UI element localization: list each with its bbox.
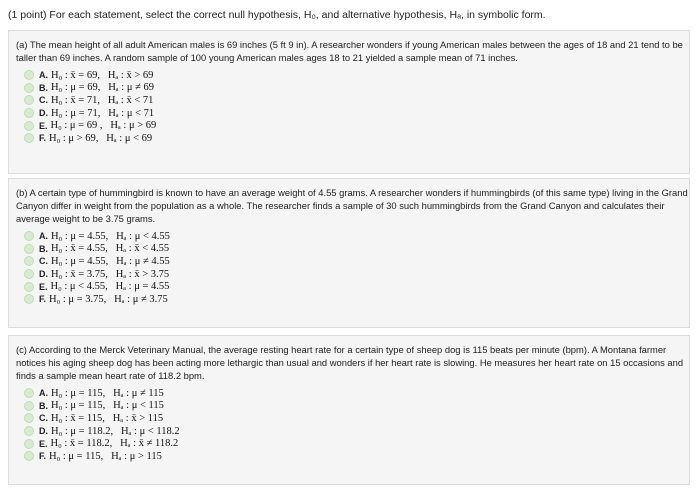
option-a-A[interactable]: A. H₀ : x̄ = 69, Hₐ : x̄ > 69 <box>24 69 689 82</box>
option-a-F[interactable]: F. H₀ : μ > 69, Hₐ : μ < 69 <box>24 132 689 145</box>
option-a-C[interactable]: C. H₀ : x̄ = 71, Hₐ : x̄ < 71 <box>24 94 689 107</box>
radio-button[interactable] <box>24 231 34 241</box>
radio-button[interactable] <box>24 83 34 93</box>
option-c-A[interactable]: A. H₀ : μ = 115, Hₐ : μ ≠ 115 <box>24 387 689 400</box>
option-b-D[interactable]: D. H₀ : x̄ = 3.75, Hₐ : x̄ > 3.75 <box>24 268 689 281</box>
problem-intro: (1 point) For each statement, select the correct null hypothesis, H₀, and alternative hypothesis, Hₐ, in symbolic form. <box>8 9 546 21</box>
radio-button[interactable] <box>24 401 34 411</box>
question-prompt-c: (c) According to the Merck Veterinary Manual, the average resting heart rate for a certain type of sheep dog is 115 beats per minute (bpm). A Montana farmer notices his aging sheep dog has been acting more lethargic than usual and wonders if her heart rate is slowing. He measures her heart rate on 15 occasions and finds a sample mean heart rate of 118.2 bpm. <box>16 344 684 381</box>
option-a-B[interactable]: B. H₀ : μ = 69, Hₐ : μ ≠ 69 <box>24 82 689 95</box>
question-prompt-a: (a) The mean height of all adult American males is 69 inches (5 ft 9 in). A researcher wonders if young American males between the ages of 18 and 21 tend to be taller than 69 inches. A random sample of 100 young American males ages 18 to 21 yielded a sample mean of 71 inches. <box>16 39 683 63</box>
option-b-B[interactable]: B. H₀ : x̄ = 4.55, Hₐ : x̄ < 4.55 <box>24 243 689 256</box>
radio-button[interactable] <box>24 426 34 436</box>
radio-button[interactable] <box>24 451 34 461</box>
radio-button[interactable] <box>24 282 34 292</box>
radio-button[interactable] <box>24 413 34 423</box>
question-part-b <box>8 178 690 328</box>
radio-button[interactable] <box>24 388 34 398</box>
option-c-D[interactable]: D. H₀ : μ = 118.2, Hₐ : μ < 118.2 <box>24 425 689 438</box>
radio-button[interactable] <box>24 244 34 254</box>
option-c-E[interactable]: E. H₀ : x̄ = 118.2, Hₐ : x̄ ≠ 118.2 <box>24 437 689 450</box>
radio-button[interactable] <box>24 294 34 304</box>
options-list-c <box>24 387 689 463</box>
option-b-C[interactable]: C. H₀ : μ = 4.55, Hₐ : μ ≠ 4.55 <box>24 255 689 268</box>
radio-button[interactable] <box>24 121 34 131</box>
question-part-c <box>8 335 690 485</box>
option-c-B[interactable]: B. H₀ : μ = 115, Hₐ : μ < 115 <box>24 400 689 413</box>
radio-button[interactable] <box>24 108 34 118</box>
option-b-F[interactable]: F. H₀ : μ = 3.75, Hₐ : μ ≠ 3.75 <box>24 293 689 306</box>
radio-button[interactable] <box>24 95 34 105</box>
options-list-b <box>24 230 689 306</box>
question-part-a <box>8 30 690 174</box>
question-prompt-b: (b) A certain type of hummingbird is known to have an average weight of 4.55 grams. A researcher wonders if hummingbirds (of this same type) living in the Grand Canyon differ in weight from the population as a whole. The researcher finds a sample of 30 such hummingbirds from the Grand Canyon and calculates their average weight to be 3.75 grams. <box>16 187 688 224</box>
radio-button[interactable] <box>24 256 34 266</box>
option-a-E[interactable]: E. H₀ : μ = 69 , Hₐ : μ > 69 <box>24 119 689 132</box>
radio-button[interactable] <box>24 70 34 80</box>
option-c-C[interactable]: C. H₀ : x̄ = 115, Hₐ : x̄ > 115 <box>24 412 689 425</box>
option-a-D[interactable]: D. H₀ : μ = 71, Hₐ : μ < 71 <box>24 107 689 120</box>
option-b-E[interactable]: E. H₀ : μ < 4.55, Hₐ : μ = 4.55 <box>24 280 689 293</box>
option-b-A[interactable]: A. H₀ : μ = 4.55, Hₐ : μ < 4.55 <box>24 230 689 243</box>
radio-button[interactable] <box>24 269 34 279</box>
options-list-a <box>24 69 689 145</box>
option-c-F[interactable]: F. H₀ : μ = 115, Hₐ : μ > 115 <box>24 450 689 463</box>
radio-button[interactable] <box>24 439 34 449</box>
radio-button[interactable] <box>24 133 34 143</box>
